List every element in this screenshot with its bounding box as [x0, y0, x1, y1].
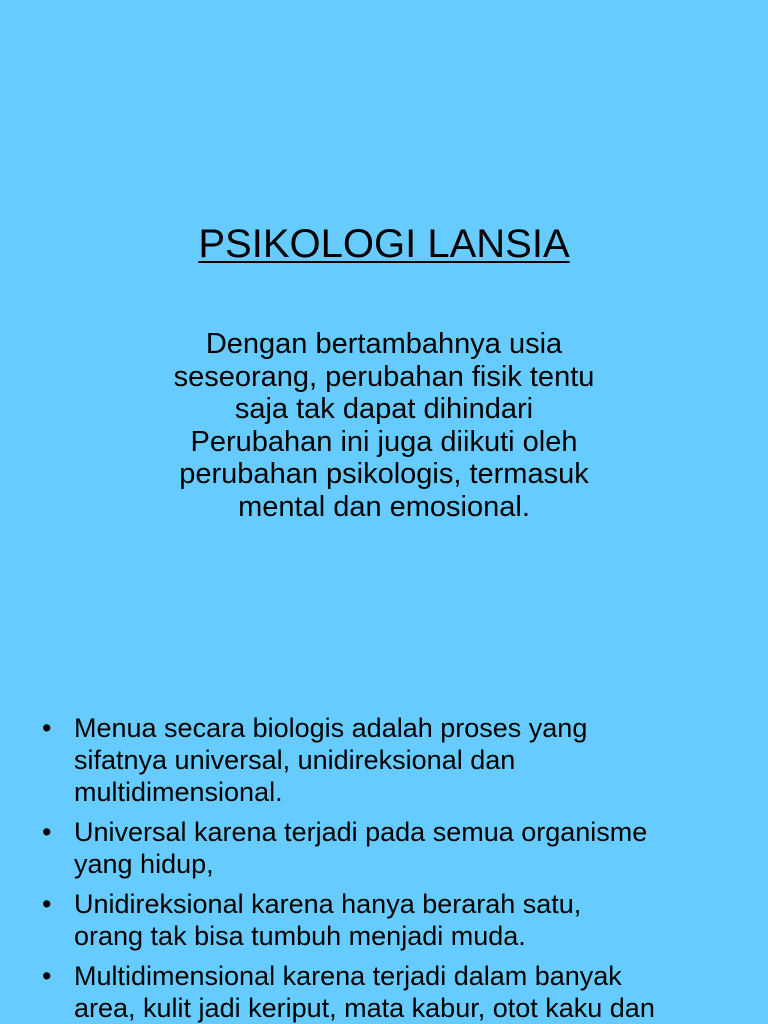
- bullet-line: Universal karena terjadi pada semua organisme: [74, 817, 648, 847]
- intro-line: perubahan psikologis, termasuk: [179, 458, 589, 490]
- bullet-line: yang hidup,: [74, 849, 214, 879]
- intro-line: saja tak dapat dihindari: [234, 393, 534, 425]
- bullet-line: Menua secara biologis adalah proses yang: [74, 713, 588, 743]
- intro-line: seseorang, perubahan fisik tentu: [173, 360, 595, 393]
- bullet-line: Multidimensional karena terjadi dalam banyak: [74, 961, 622, 991]
- slide-title: PSIKOLOGI LANSIA: [198, 222, 570, 266]
- bullet-icon: •: [42, 817, 52, 847]
- bullet-item: [0, 888, 768, 952]
- bullet-line: Unidireksional karena hanya berarah satu,: [74, 889, 582, 919]
- bullet-line: area, kulit jadi keriput, mata kabur, otot kaku dan: [74, 993, 655, 1023]
- bullet-item: [0, 816, 768, 880]
- intro-line: mental dan emosional.: [238, 490, 530, 523]
- intro-line: Dengan bertambahnya usia: [205, 328, 563, 360]
- bullet-icon: •: [42, 889, 52, 919]
- bullet-icon: •: [42, 713, 52, 743]
- bullet-item: [0, 712, 768, 808]
- bullet-line: orang tak bisa tumbuh menjadi muda.: [74, 921, 526, 951]
- slide-intro-paragraph: [84, 328, 684, 523]
- intro-line: Perubahan ini juga diikuti oleh: [190, 425, 578, 458]
- bullet-line: sifatnya universal, unidireksional dan: [74, 745, 516, 775]
- bullet-line: multidimensional.: [74, 777, 283, 807]
- bullet-item: [0, 960, 768, 1024]
- bullet-icon: •: [42, 961, 52, 991]
- bullet-list: [0, 712, 768, 1024]
